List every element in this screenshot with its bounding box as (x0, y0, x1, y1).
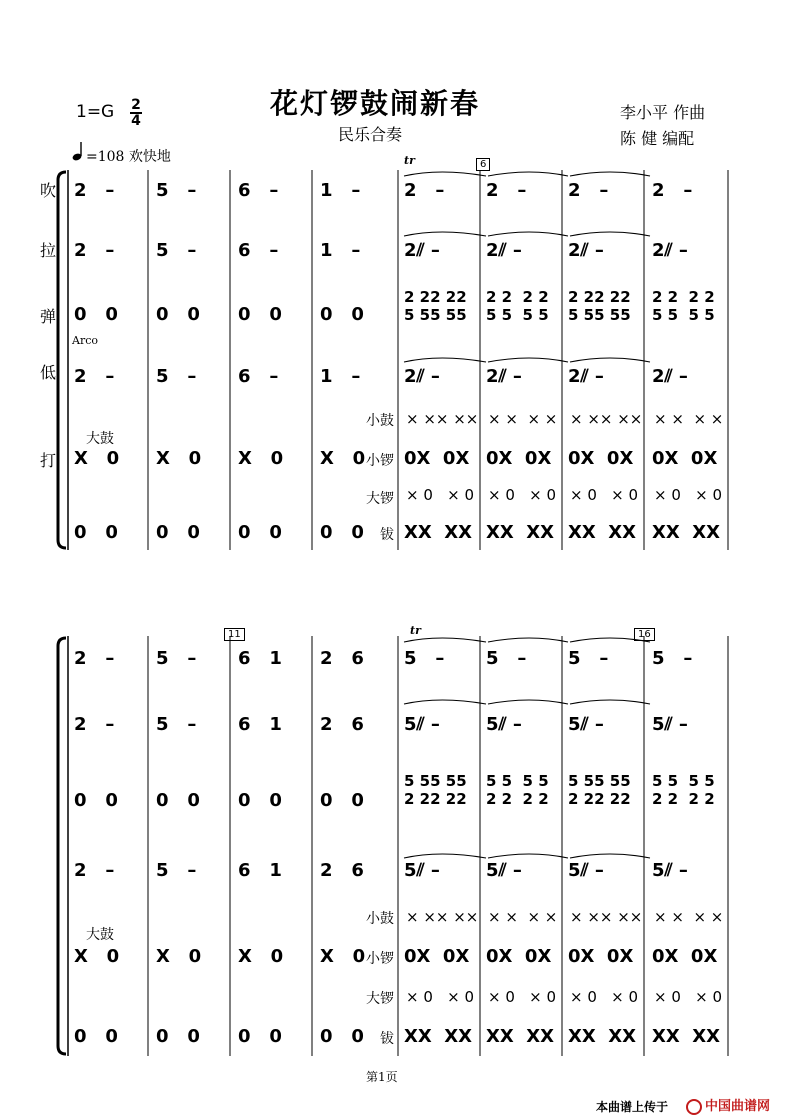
time-sig-top: 2 (131, 97, 141, 113)
s2-bo-m16: XX XX (652, 1026, 721, 1047)
s2-la-m11: 6 1 (238, 714, 282, 735)
s2-chui-m16: 5 – (652, 648, 693, 669)
time-sig-bottom: 4 (131, 113, 141, 129)
s1-bo-m8: XX XX (652, 522, 721, 543)
s1-bo-m6: XX XX (486, 522, 555, 543)
s1-da-m4: X 0 (320, 448, 366, 469)
s2-xiaoluo-m16: 0X 0X (652, 946, 718, 967)
s1-tan-m3: 0 0 (238, 304, 282, 325)
s1-tan-m4: 0 0 (320, 304, 364, 325)
s1-chui-m8: 2 – (652, 180, 693, 201)
label-tan: 弹 (40, 307, 57, 326)
s1-di-m6: 2⫽ – (486, 366, 522, 387)
s2-tan-m9: 0 0 (74, 790, 118, 811)
s2-tan-m12: 0 0 (320, 790, 364, 811)
s1-daluo-m8: × 0 × 0 (654, 486, 723, 504)
s2-tan-m13: 5 55 55 2 22 22 (404, 772, 467, 808)
s2-di-m12: 2 6 (320, 860, 364, 881)
xiaoluo-label: 小锣 (366, 453, 394, 469)
page-title: 花灯锣鼓闹新春 (270, 87, 481, 120)
s2-da-m12: X 0 (320, 946, 366, 967)
s2-bo-m9: 0 0 (74, 1026, 118, 1047)
s2-la-m10: 5 – (156, 714, 197, 735)
s1-tan-m1: 0 0 (74, 304, 118, 325)
s2-chui-m12: 2 6 (320, 648, 364, 669)
s2-chui-m14: 5 – (486, 648, 527, 669)
s2-tan-m16: 5 5 5 5 2 2 2 2 (652, 772, 715, 808)
logo-icon (686, 1099, 702, 1115)
s1-bo-m3: 0 0 (238, 522, 282, 543)
s1-xiaogu-m6: × × × × (488, 410, 558, 428)
s1-la-m3: 6 – (238, 240, 279, 261)
label-da: 打 (40, 451, 57, 470)
subtitle: 民乐合奏 (338, 125, 403, 144)
s1-xiaoluo-m7: 0X 0X (568, 448, 634, 469)
s1-tan-m2: 0 0 (156, 304, 200, 325)
s1-xiaoluo-m5: 0X 0X (404, 448, 470, 469)
s1-xiaogu-m7: × ×× ×× (570, 410, 643, 428)
s2-tan-m11: 0 0 (238, 790, 282, 811)
s1-di-m5: 2⫽ – (404, 366, 440, 387)
s1-la-m4: 1 – (320, 240, 361, 261)
s1-bo-m5: XX XX (404, 522, 473, 543)
s2-xiaogu-m14: × × × × (488, 908, 558, 926)
s1-chui-m4: 1 – (320, 180, 361, 201)
s1-di-m4: 1 – (320, 366, 361, 387)
s1-da-m2: X 0 (156, 448, 202, 469)
site-name: 中国曲谱网 (705, 1099, 771, 1114)
s1-xiaogu-m8: × × × × (654, 410, 724, 428)
arranger: 陈 健 编配 (620, 129, 695, 148)
label-chui: 吹 (40, 181, 57, 200)
s1-bo-m2: 0 0 (156, 522, 200, 543)
s1-di-m1: 2 – (74, 366, 115, 387)
s2-da-m10: X 0 (156, 946, 202, 967)
tempo-marking: =108 欢快地 (86, 149, 171, 165)
s2-bo-m12: 0 0 (320, 1026, 364, 1047)
s1-chui-m5: 2 – (404, 180, 445, 201)
s1-la-m7: 2⫽ – (568, 240, 604, 261)
s1-chui-m6: 2 – (486, 180, 527, 201)
s2-xiaogu-m15: × ×× ×× (570, 908, 643, 926)
s1-di-m2: 5 – (156, 366, 197, 387)
s1-la-m1: 2 – (74, 240, 115, 261)
s2-xiaoluo-m15: 0X 0X (568, 946, 634, 967)
s1-chui-m7: 2 – (568, 180, 609, 201)
s2-daluo-m15: × 0 × 0 (570, 988, 639, 1006)
s2-la-m15: 5⫽ – (568, 714, 604, 735)
s1-bo-m4: 0 0 (320, 522, 364, 543)
s2-di-m10: 5 – (156, 860, 197, 881)
s2-tan-m14: 5 5 5 5 2 2 2 2 (486, 772, 549, 808)
s2-bo-m10: 0 0 (156, 1026, 200, 1047)
s1-chui-m1: 2 – (74, 180, 115, 201)
s2-xiaogu-m16: × × × × (654, 908, 724, 926)
s2-chui-m11: 6 1 (238, 648, 282, 669)
dagu-label: 大鼓 (86, 431, 114, 447)
arco-label: Arco (72, 334, 98, 347)
s2-chui-m10: 5 – (156, 648, 197, 669)
s1-tan-m7: 2 22 22 5 55 55 (568, 288, 631, 324)
rehearsal-11: 11 (224, 628, 245, 641)
daluo-label: 大锣 (366, 491, 394, 507)
composer: 李小平 作曲 (620, 103, 706, 122)
s2-xiaogu-m13: × ×× ×× (406, 908, 479, 926)
s1-xiaogu-m5: × ×× ×× (406, 410, 479, 428)
s1-tan-m6: 2 2 2 2 5 5 5 5 (486, 288, 549, 324)
s1-di-m3: 6 – (238, 366, 279, 387)
s1-tan-m5: 2 22 22 5 55 55 (404, 288, 467, 324)
s1-tan-m8: 2 2 2 2 5 5 5 5 (652, 288, 715, 324)
s1-la-m6: 2⫽ – (486, 240, 522, 261)
s2-xiaoluo-m13: 0X 0X (404, 946, 470, 967)
s2-chui-m13: 5 – (404, 648, 445, 669)
bo-label-2: 钹 (380, 1031, 394, 1047)
page-number: 第1页 (366, 1070, 398, 1084)
s2-la-m9: 2 – (74, 714, 115, 735)
s2-la-m12: 2 6 (320, 714, 364, 735)
label-di: 低 (40, 363, 57, 382)
bo-label: 钹 (380, 527, 394, 543)
s1-bo-m1: 0 0 (74, 522, 118, 543)
s2-xiaoluo-m14: 0X 0X (486, 946, 552, 967)
s1-di-m7: 2⫽ – (568, 366, 604, 387)
rehearsal-16: 16 (634, 628, 655, 641)
s2-tan-m15: 5 55 55 2 22 22 (568, 772, 631, 808)
s1-chui-m3: 6 – (238, 180, 279, 201)
s2-di-m14: 5⫽ – (486, 860, 522, 881)
rehearsal-6: 6 (476, 158, 490, 171)
daluo-label-2: 大锣 (366, 991, 394, 1007)
s2-di-m13: 5⫽ – (404, 860, 440, 881)
s2-da-m9: X 0 (74, 946, 120, 967)
s2-la-m16: 5⫽ – (652, 714, 688, 735)
s1-daluo-m5: × 0 × 0 (406, 486, 475, 504)
svg-text:tr: tr (404, 154, 415, 167)
s2-la-m13: 5⫽ – (404, 714, 440, 735)
upload-note: 本曲谱上传于 (596, 1100, 669, 1114)
s1-da-m3: X 0 (238, 448, 284, 469)
s2-la-m14: 5⫽ – (486, 714, 522, 735)
s1-bo-m7: XX XX (568, 522, 637, 543)
s1-la-m5: 2⫽ – (404, 240, 440, 261)
s1-da-m1: X 0 (74, 448, 120, 469)
s2-da-m11: X 0 (238, 946, 284, 967)
s2-bo-m11: 0 0 (238, 1026, 282, 1047)
s2-chui-m9: 2 – (74, 648, 115, 669)
s1-la-m8: 2⫽ – (652, 240, 688, 261)
dagu-label-2: 大鼓 (86, 927, 114, 943)
s2-bo-m15: XX XX (568, 1026, 637, 1047)
xiaoluo-label-2: 小锣 (366, 951, 394, 967)
key-signature: 1=G (76, 102, 115, 122)
s2-bo-m13: XX XX (404, 1026, 473, 1047)
s1-la-m2: 5 – (156, 240, 197, 261)
s2-di-m15: 5⫽ – (568, 860, 604, 881)
xiaogu-label-2: 小鼓 (366, 911, 394, 927)
label-la: 拉 (40, 241, 57, 260)
site-logo (686, 1095, 770, 1115)
s2-tan-m10: 0 0 (156, 790, 200, 811)
s2-di-m9: 2 – (74, 860, 115, 881)
s1-di-m8: 2⫽ – (652, 366, 688, 387)
s1-chui-m2: 5 – (156, 180, 197, 201)
xiaogu-label: 小鼓 (366, 413, 394, 429)
s1-xiaoluo-m6: 0X 0X (486, 448, 552, 469)
s2-bo-m14: XX XX (486, 1026, 555, 1047)
s2-di-m11: 6 1 (238, 860, 282, 881)
s2-daluo-m14: × 0 × 0 (488, 988, 557, 1006)
s1-daluo-m6: × 0 × 0 (488, 486, 557, 504)
s2-chui-m15: 5 – (568, 648, 609, 669)
s1-xiaoluo-m8: 0X 0X (652, 448, 718, 469)
s2-daluo-m13: × 0 × 0 (406, 988, 475, 1006)
s2-di-m16: 5⫽ – (652, 860, 688, 881)
svg-text:tr: tr (410, 624, 421, 637)
s2-daluo-m16: × 0 × 0 (654, 988, 723, 1006)
s1-daluo-m7: × 0 × 0 (570, 486, 639, 504)
